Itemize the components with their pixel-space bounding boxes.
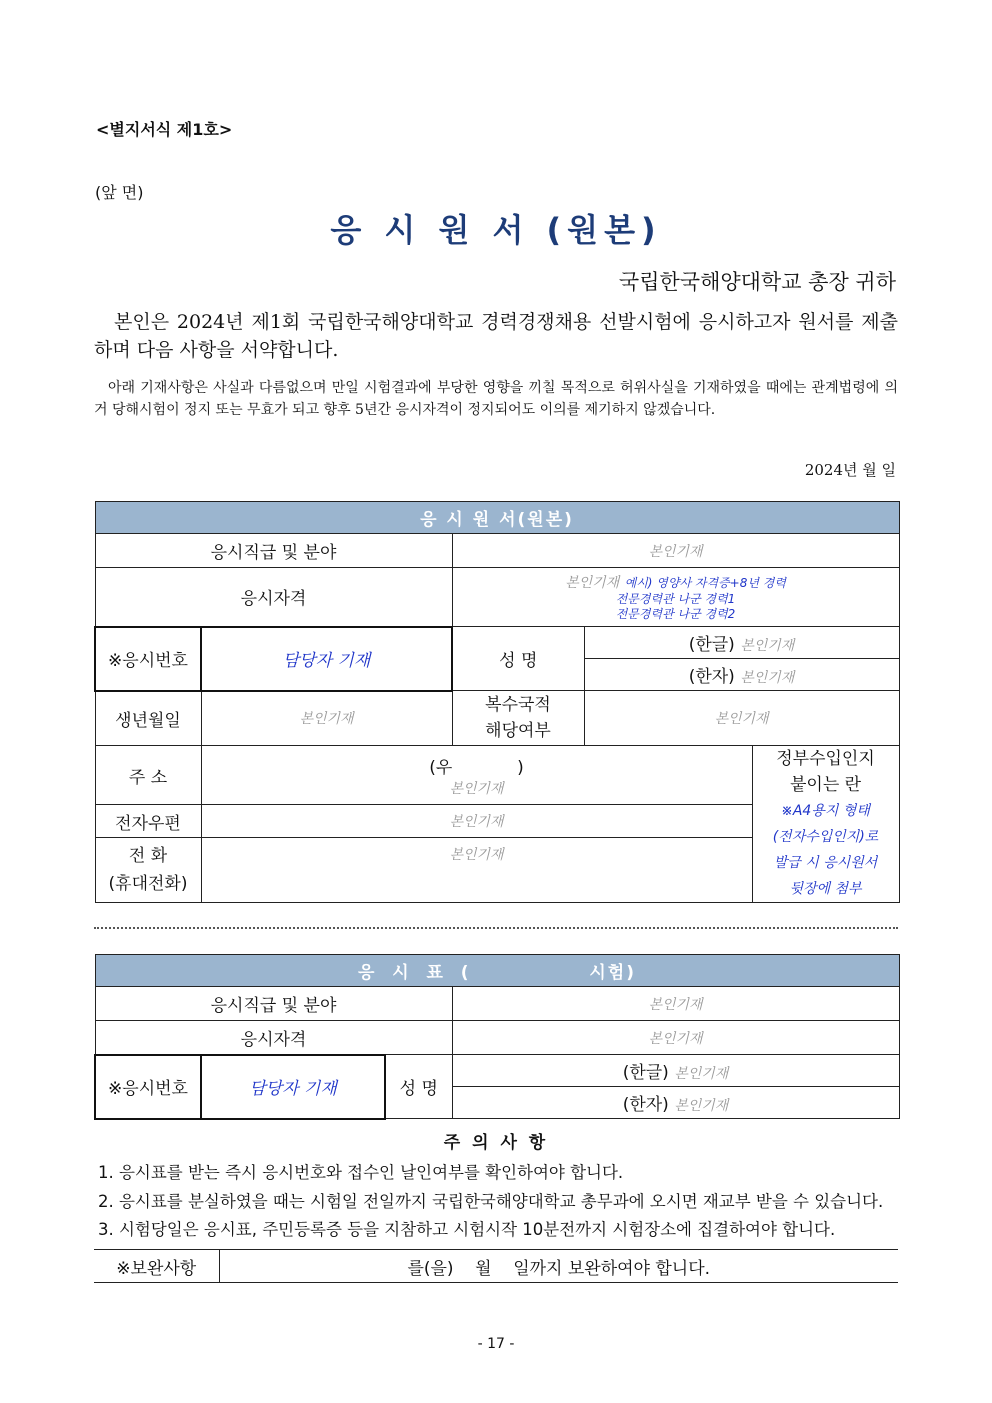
ticket-exam-number-label: ※응시번호: [95, 1055, 201, 1119]
date-line: 2024년 월 일: [804, 461, 896, 479]
caution-item: 1. 응시표를 받는 즉시 응시번호와 접수인 날인여부를 확인하여야 합니다.: [98, 1163, 624, 1182]
exam-ticket-table: [94, 954, 900, 1120]
phone-label: 전 화 (휴대전화): [95, 838, 201, 903]
qualification-example: 예시) 영양사 자격증+8년 경력: [624, 576, 786, 590]
stamp-note: 뒷장에 첨부: [789, 881, 862, 897]
position-field[interactable]: [452, 534, 899, 568]
email-label: 전자우편: [95, 805, 201, 838]
qualification-value: 본인기재: [565, 575, 620, 591]
birth-label: 생년월일: [95, 691, 201, 746]
cut-line: [94, 927, 898, 929]
position-label: 응시직급 및 분야: [95, 534, 452, 568]
caution-item: 2. 응시표를 분실하였을 때는 시험일 전일까지 국립한국해양대학교 총무과에 오시면 재교부 받을 수 있습니다.: [98, 1192, 884, 1211]
ticket-name-hanja-value: 본인기재: [674, 1098, 729, 1114]
application-header: 응 시 원 서(원본): [95, 502, 899, 534]
qualification-example: 전문경력관 나군 경력1: [615, 592, 736, 606]
stamp-note: (전자수입인지)로: [772, 829, 879, 845]
exam-number-label: ※응시번호: [95, 627, 201, 691]
declaration-paragraph: 아래 기재사항은 사실과 다름없으며 만일 시험결과에 부당한 영향을 끼칠 목적으로 허위사실을 기재하였을 때에는 관계법령에 의거 당해시험이 정지 또는 무효가 되고 향후 5년간 응시자격이 정지되어도 이의를 제기하지 않겠습니다.: [94, 380, 898, 418]
exam-number-field: [201, 627, 452, 691]
ticket-name-korean-value: 본인기재: [674, 1066, 729, 1082]
exam-number-value: 담당자 기재: [282, 651, 371, 671]
qualification-field[interactable]: [452, 568, 899, 627]
pledge-paragraph: 본인은 2024년 제1회 국립한국해양대학교 경력경쟁채용 선발시험에 응시하고자 원서를 제출하며 다음 사항을 서약합니다.: [94, 311, 898, 361]
ticket-qualification-label: 응시자격: [95, 1021, 452, 1055]
supplement-table: [94, 1249, 898, 1283]
phone-value: 본인기재: [449, 847, 504, 863]
ticket-name-korean-field[interactable]: [452, 1055, 899, 1087]
ticket-name-korean-label: (한글): [622, 1063, 669, 1083]
supplement-label: ※보완사항: [94, 1250, 219, 1283]
name-korean-value: 본인기재: [740, 638, 795, 654]
birth-field[interactable]: [201, 691, 452, 746]
name-hanja-field[interactable]: [584, 659, 899, 691]
ticket-position-field[interactable]: [452, 987, 899, 1021]
dual-nationality-field[interactable]: [584, 691, 899, 746]
ticket-name-hanja-field[interactable]: [452, 1087, 899, 1119]
stamp-title: 정부수입인지: [776, 749, 875, 769]
ticket-exam-number-value: 담당자 기재: [249, 1079, 337, 1099]
ticket-name-hanja-label: (한자): [622, 1095, 669, 1115]
phone-field[interactable]: [201, 838, 752, 903]
position-value: 본인기재: [648, 543, 703, 560]
ticket-name-label: 성 명: [385, 1055, 452, 1119]
stamp-note: ※A4용지 형태: [781, 803, 870, 819]
page-side-label: (앞 면): [95, 183, 144, 202]
qualification-label: 응시자격: [95, 568, 452, 627]
ticket-qualification-field[interactable]: [452, 1021, 899, 1055]
page-number: - 17 -: [477, 1336, 515, 1352]
address-label: 주 소: [95, 746, 201, 805]
revenue-stamp-area: [752, 746, 899, 903]
ticket-qualification-value: 본인기재: [648, 1030, 703, 1047]
form-number: <별지서식 제1호>: [96, 120, 233, 139]
birth-value: 본인기재: [299, 711, 354, 728]
postal-code: (우 ): [429, 757, 524, 778]
name-hanja-value: 본인기재: [740, 670, 795, 686]
caution-title: 주 의 사 항: [443, 1133, 549, 1153]
email-value: 본인기재: [449, 814, 504, 830]
ticket-header: 응 시 표 ( 시험): [95, 955, 899, 987]
email-field[interactable]: [201, 805, 752, 838]
ticket-exam-number-field: [201, 1055, 385, 1119]
qualification-example: 전문경력관 나군 경력2: [615, 607, 736, 621]
name-korean-field[interactable]: [584, 627, 899, 659]
stamp-note: 발급 시 응시원서: [773, 855, 878, 871]
address-field[interactable]: [201, 746, 752, 805]
name-korean-label: (한글): [688, 635, 735, 655]
ticket-position-label: 응시직급 및 분야: [95, 987, 452, 1021]
stamp-title: 붙이는 란: [789, 775, 862, 795]
application-form-table: [94, 501, 900, 903]
supplement-field[interactable]: 를(을) 월 일까지 보완하여야 합니다.: [219, 1250, 898, 1283]
dual-nationality-label: 복수국적 해당여부: [452, 691, 584, 746]
dual-nationality-value: 본인기재: [714, 711, 769, 727]
page-title: 응 시 원 서 (원본): [330, 211, 662, 249]
addressee: 국립한국해양대학교 총장 귀하: [618, 270, 896, 294]
caution-item: 3. 시험당일은 응시표, 주민등록증 등을 지참하고 시험시작 10분전까지 시험장소에 집결하여야 합니다.: [98, 1220, 836, 1239]
address-value: 본인기재: [449, 780, 504, 797]
ticket-position-value: 본인기재: [648, 996, 703, 1013]
name-label: 성 명: [452, 627, 584, 691]
name-hanja-label: (한자): [688, 667, 735, 687]
